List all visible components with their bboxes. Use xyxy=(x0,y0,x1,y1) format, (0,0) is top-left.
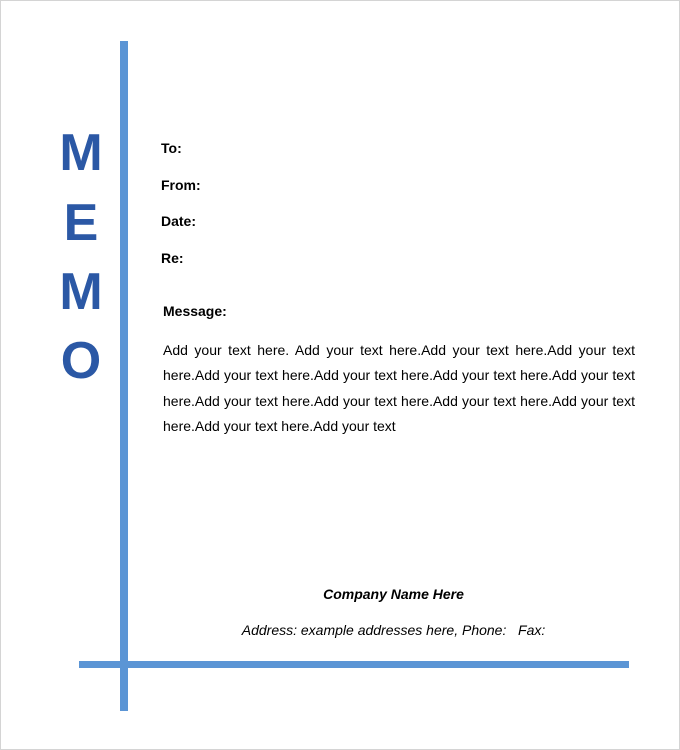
message-body: Add your text here. Add your text here.Add your text here.Add your text here.Add your text here.Add your text here.Add your text here.Add your text here.Add your text here.Add your text here.Add your text here.Add your text here.Add your text here.Add your text xyxy=(163,342,635,434)
horizontal-accent-line xyxy=(79,661,629,668)
message-label: Message: xyxy=(163,303,227,319)
memo-letter-e: E xyxy=(63,194,99,252)
memo-letter-m: M xyxy=(59,124,103,182)
re-label: Re: xyxy=(161,250,184,266)
date-label: Date: xyxy=(161,213,197,229)
company-address: Address: example addresses here, Phone: Fax: xyxy=(241,622,546,638)
memo-letter-o: O xyxy=(60,332,102,390)
vertical-accent-line xyxy=(120,41,128,711)
from-label: From: xyxy=(161,177,201,193)
memo-letter-m-second: M xyxy=(59,263,103,321)
company-name: Company Name Here xyxy=(323,586,464,602)
to-label: To: xyxy=(161,140,182,156)
